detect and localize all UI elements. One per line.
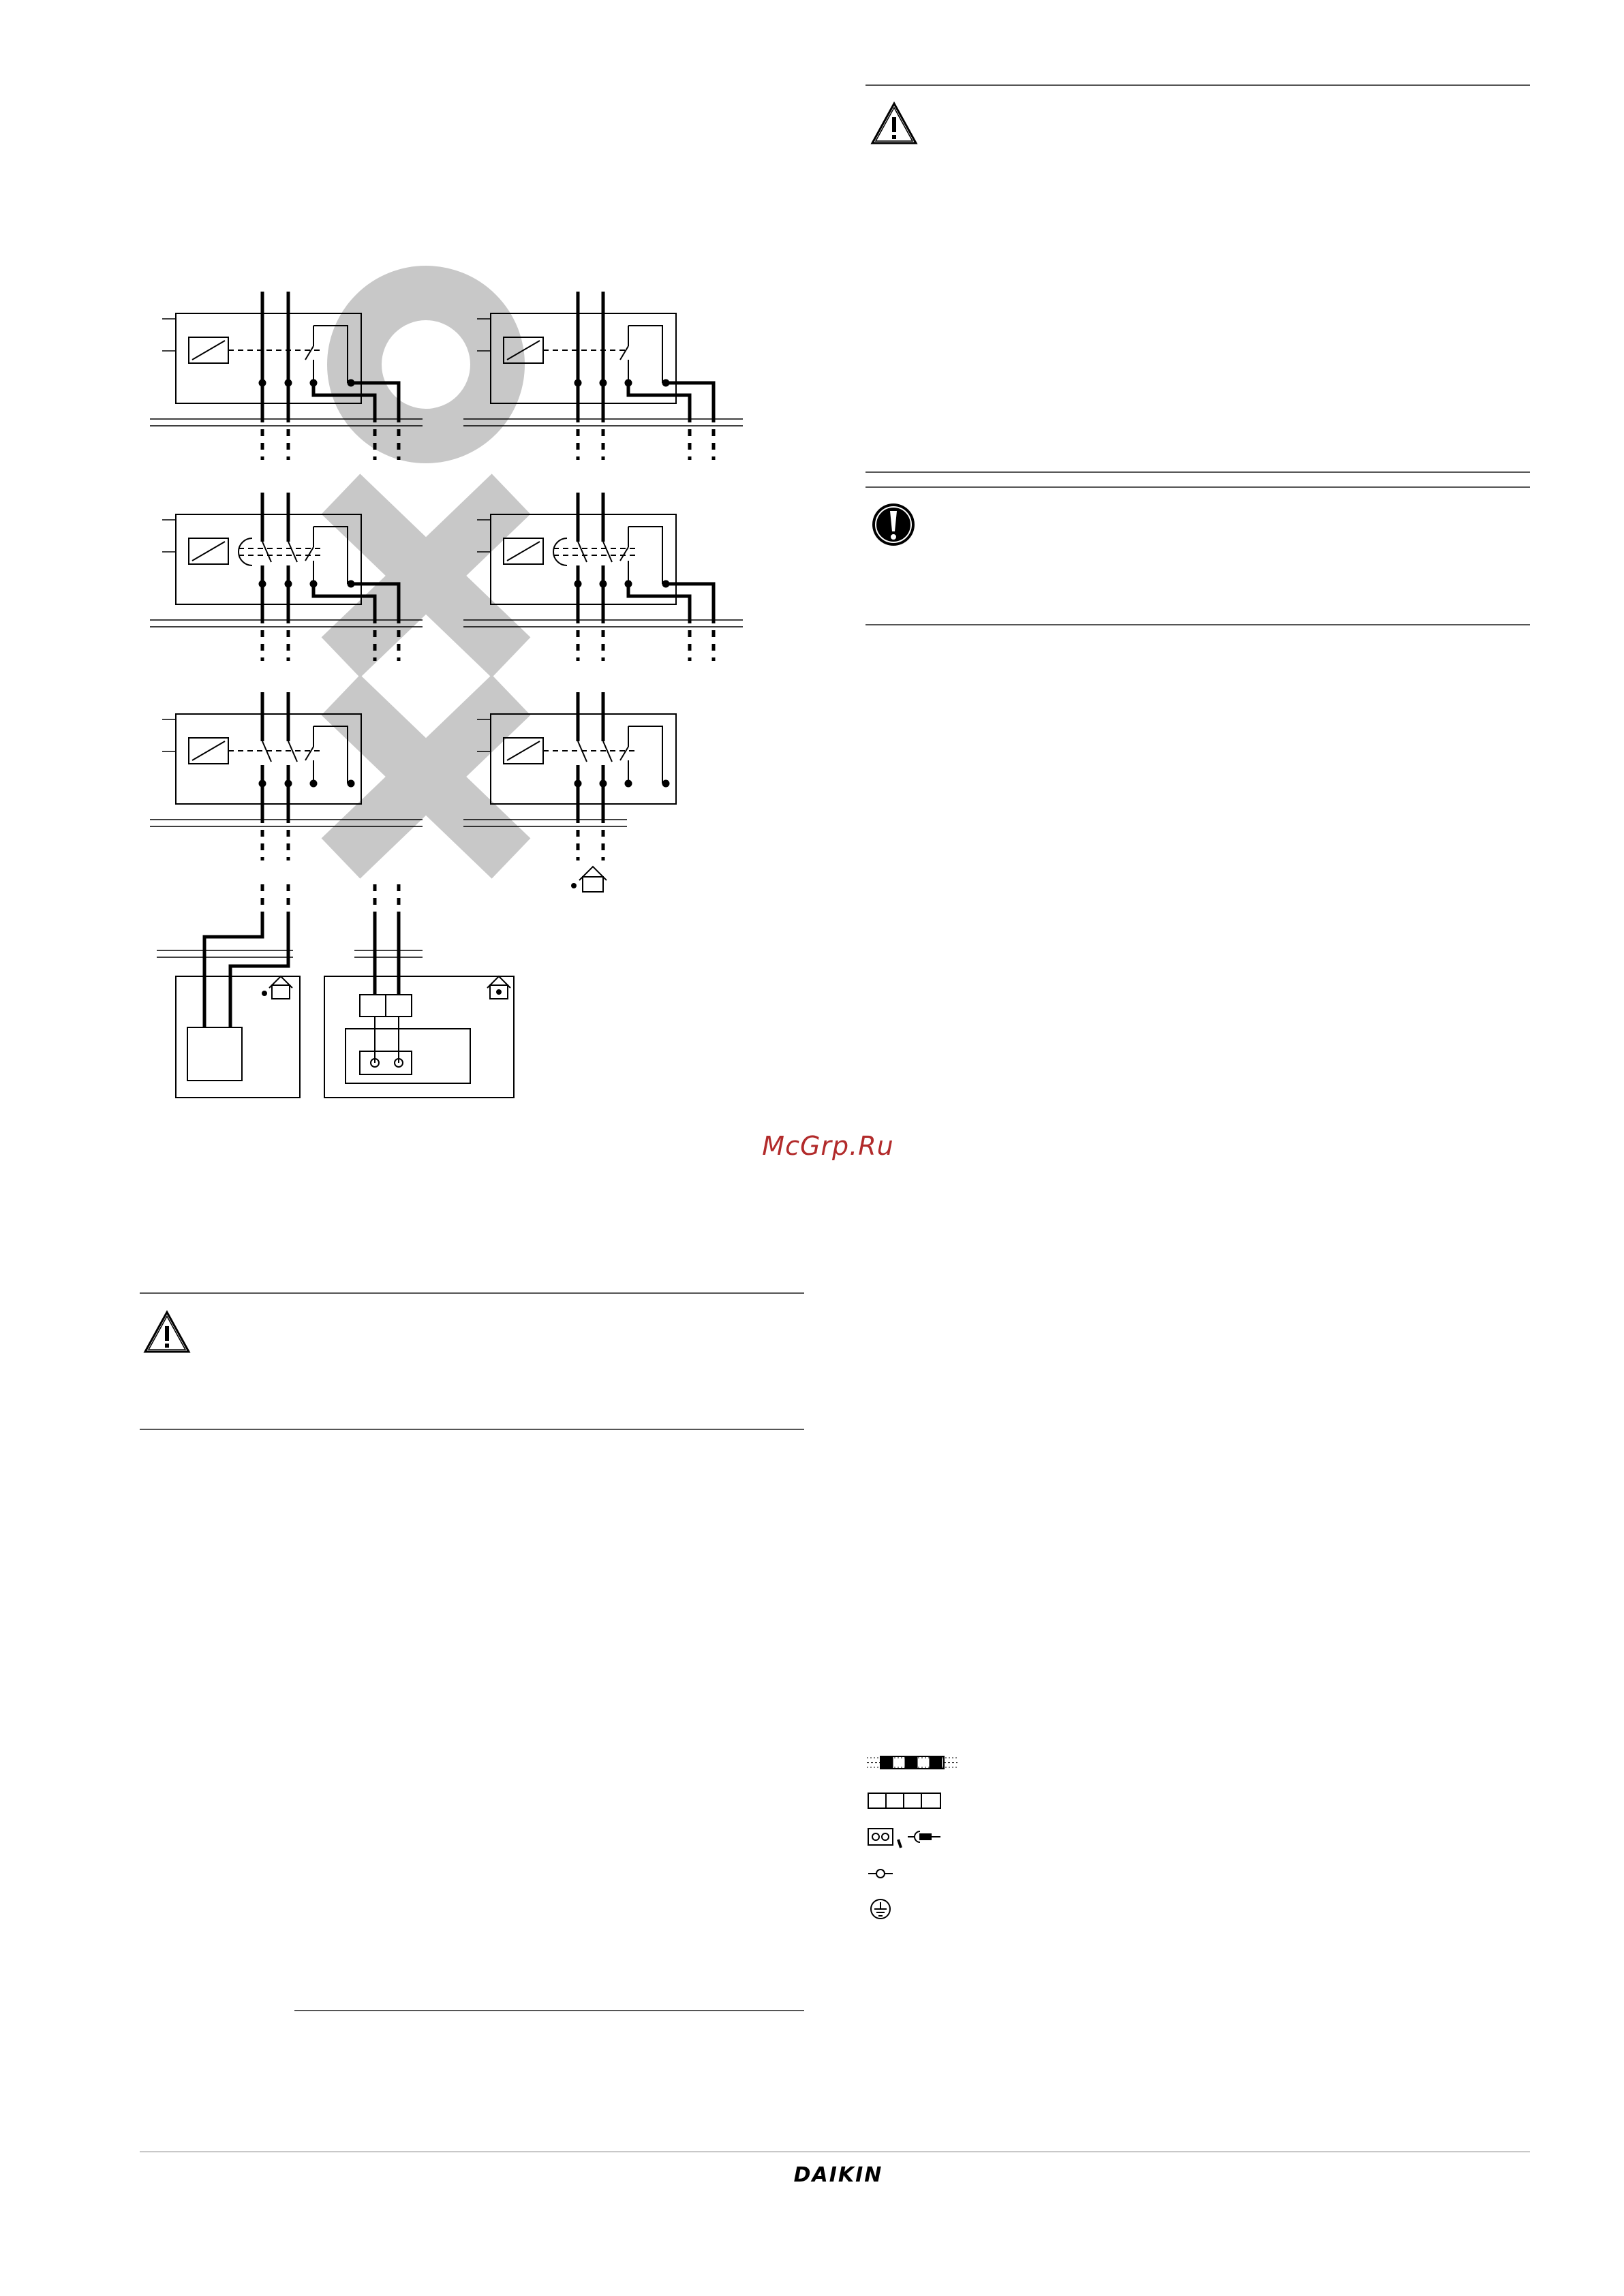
legend-field-wiring-symbol — [867, 1756, 957, 1769]
ground-terminal-icon — [871, 1899, 890, 1919]
footnote-rule — [294, 2010, 804, 2011]
exclamation-circle-icon — [870, 501, 917, 548]
house-icon — [487, 976, 510, 999]
legend-wire-clamp-symbol — [868, 1870, 893, 1878]
warning-triangle-icon — [870, 101, 919, 146]
watermark-text: McGrp.Ru — [762, 1131, 894, 1161]
legend-terminal-strip-symbol — [868, 1793, 940, 1808]
brand-logo — [784, 2161, 893, 2188]
not-ok-cross-mark — [341, 494, 511, 657]
house-icon — [262, 976, 292, 999]
left-warning-top-rule — [140, 1292, 804, 1294]
legend-connector-symbol — [868, 1829, 940, 1848]
right-warning-top-rule — [865, 84, 1530, 86]
diagram-bottom-connections — [157, 884, 514, 1098]
wiring-diagram — [150, 259, 750, 1111]
legend-symbols — [865, 1751, 975, 1928]
notice-bottom-rule — [865, 624, 1530, 625]
warning-triangle-icon — [142, 1309, 191, 1354]
right-warning-bottom-rule — [865, 471, 1530, 473]
house-icon — [572, 867, 607, 892]
left-warning-bottom-rule — [140, 1429, 804, 1430]
brand-logo-text: DAIKIN — [793, 2162, 883, 2187]
notice-top-rule — [865, 486, 1530, 488]
